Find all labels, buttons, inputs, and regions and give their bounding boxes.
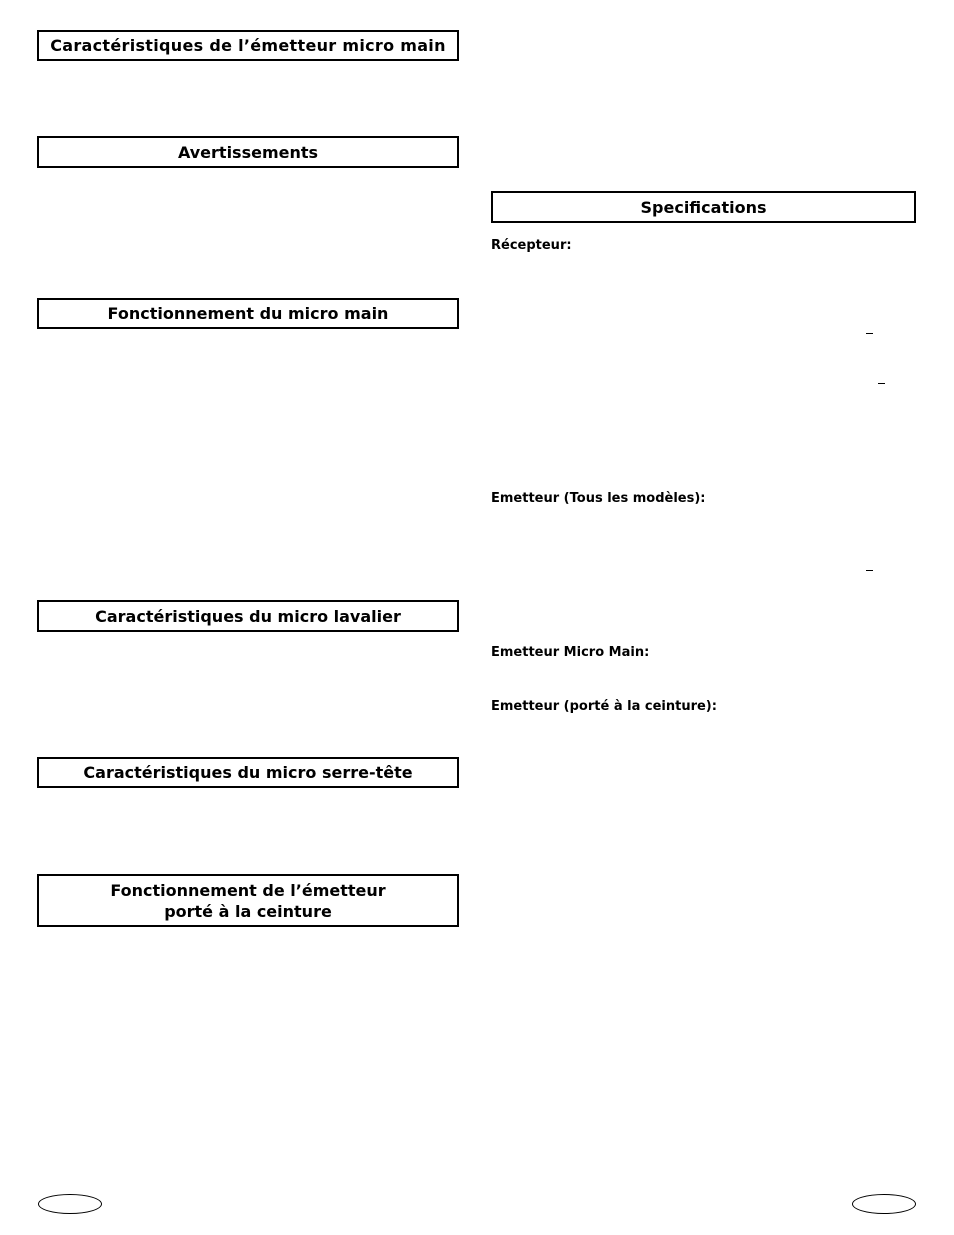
section-title: Caractéristiques du micro lavalier [95, 606, 401, 626]
section-title: Specifications [640, 197, 767, 217]
section-title: Fonctionnement du micro main [107, 304, 389, 323]
spec-subheading-emetteur-ceinture: Emetteur (porté à la ceinture): [491, 699, 717, 714]
underscore-mark [866, 333, 873, 334]
section-header-specifications [491, 191, 916, 223]
section-header-avertissements [37, 136, 459, 168]
section-title: Caractéristiques de l’émetteur micro main [50, 36, 446, 55]
section-title: Avertissements [177, 142, 319, 162]
underscore-mark [866, 570, 873, 571]
page-number-oval-left [38, 1194, 102, 1214]
section-title-line-2: porté à la ceinture [164, 901, 332, 921]
spec-subheading-emetteur-micro-main: Emetteur Micro Main: [491, 645, 650, 660]
underscore-mark [878, 383, 885, 384]
section-header-emetteur-ceinture [37, 874, 459, 927]
section-header-micro-serre-tete [37, 757, 459, 788]
section-header-emetteur-micro-main [37, 30, 459, 61]
page-number-oval-right [852, 1194, 916, 1214]
section-title-line-1: Fonctionnement de l’émetteur [110, 880, 386, 900]
spec-subheading-emetteur-tous: Emetteur (Tous les modèles): [491, 491, 706, 506]
section-header-micro-lavalier [37, 600, 459, 632]
section-title: Caractéristiques du micro serre-tête [83, 763, 413, 782]
section-header-fonctionnement-micro-main [37, 298, 459, 329]
spec-subheading-recepteur: Récepteur: [491, 238, 572, 253]
